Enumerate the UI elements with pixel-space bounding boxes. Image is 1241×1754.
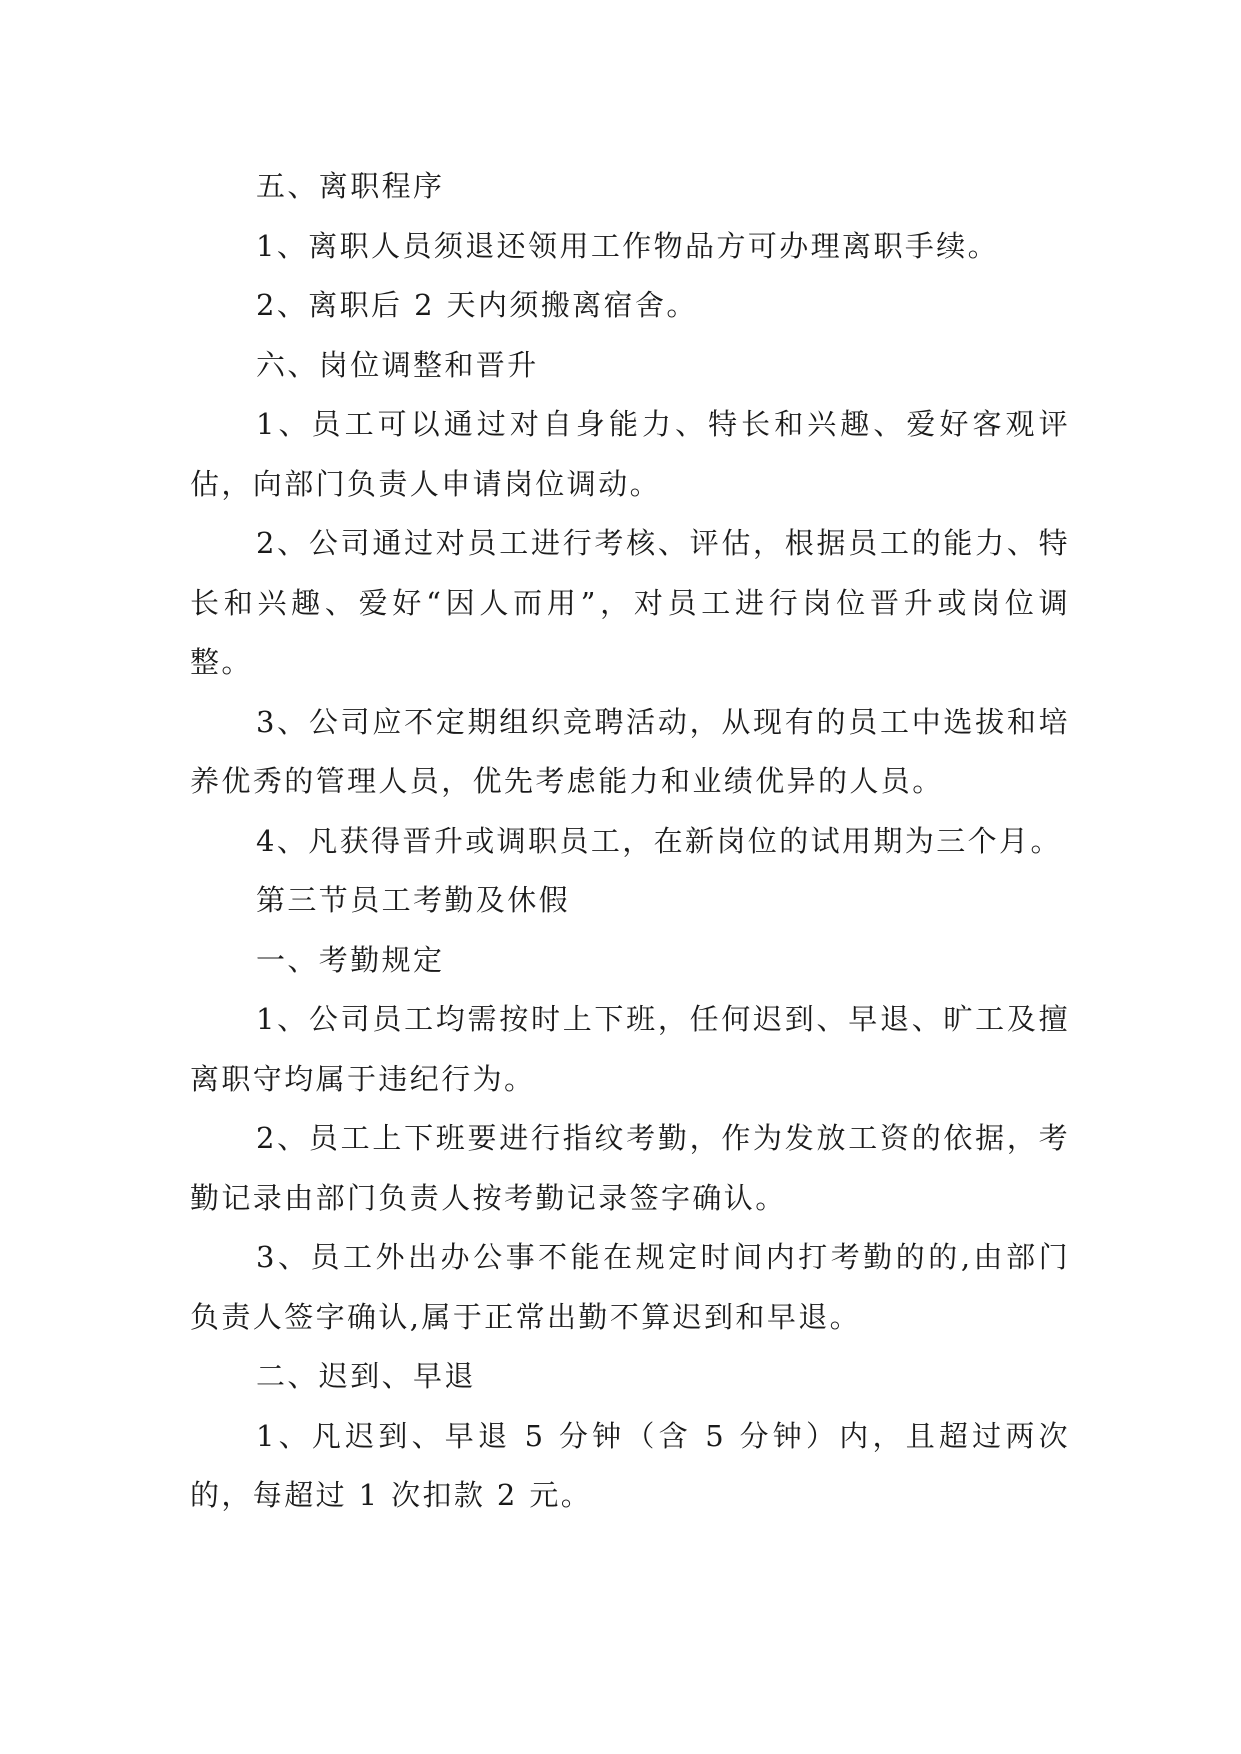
paragraph: 1、凡迟到、早退 5 分钟（含 5 分钟）内，且超过两次的，每超过 1 次扣款 2 元。 [190,1418,1070,1512]
paragraph: 3、公司应不定期组织竞聘活动，从现有的员工中选拔和培养优秀的管理人员，优先考虑能力和业绩优异的人员。 [190,704,1070,798]
paragraph: 2、公司通过对员工进行考核、评估，根据员工的能力、特长和兴趣、爱好“因人而用”，对员工进行岗位晋升或岗位调整。 [190,526,1070,679]
paragraph: 1、离职人员须退还领用工作物品方可办理离职手续。 [256,228,1000,263]
paragraph: 3、员工外出办公事不能在规定时间内打考勤的的,由部门负责人签字确认,属于正常出勤不算迟到和早退。 [190,1240,1070,1334]
paragraph: 2、员工上下班要进行指纹考勤，作为发放工资的依据，考勤记录由部门负责人按考勤记录签字确认。 [190,1121,1070,1215]
paragraph: 2、离职后 2 天内须搬离宿舍。 [256,288,698,322]
section-heading-late-early-leave: 二、迟到、早退 [256,1359,476,1393]
document-body [190,157,1070,1526]
paragraph: 1、公司员工均需按时上下班，任何迟到、早退、旷工及擅离职守均属于违纪行为。 [190,1002,1070,1096]
chapter-heading-attendance: 第三节员工考勤及休假 [256,883,571,917]
section-heading-resignation-procedure: 五、离职程序 [256,169,445,203]
section-heading-attendance-rules: 一、考勤规定 [256,942,445,977]
paragraph: 1、员工可以通过对自身能力、特长和兴趣、爱好客观评估，向部门负责人申请岗位调动。 [190,407,1070,501]
paragraph: 4、凡获得晋升或调职员工，在新岗位的试用期为三个月。 [256,823,1062,858]
section-heading-position-adjustment: 六、岗位调整和晋升 [256,347,539,382]
